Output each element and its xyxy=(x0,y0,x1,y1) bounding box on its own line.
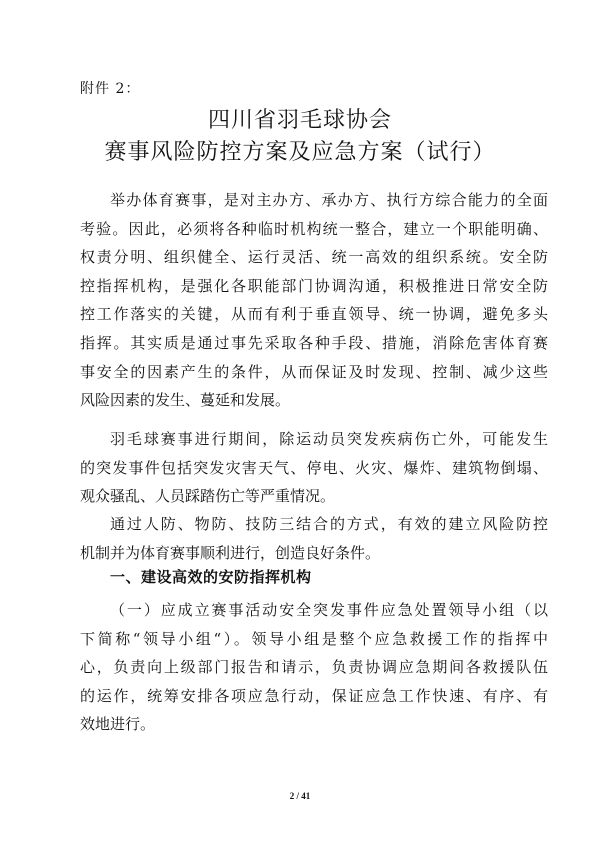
paragraph-line: 观众骚乱、人员踩踏伤亡等严重情况。 xyxy=(80,487,336,506)
paragraph-line: 羽毛球赛事进行期间，除运动员突发疾病伤亡外，可能发生 xyxy=(110,430,548,448)
document-title-line-1: 四川省羽毛球协会 xyxy=(207,108,392,133)
paragraph-line: 风险因素的发生、蔓延和发展。 xyxy=(80,391,291,410)
paragraph-line: 控指挥机构，是强化各职能部门协调沟通，积极推进日常安全防 xyxy=(80,276,548,295)
paragraph-emergencies xyxy=(80,425,548,511)
paragraph-prevention xyxy=(80,510,548,567)
paragraph-line: （一）应成立赛事活动安全突发事件应急处置领导小组（以 xyxy=(110,601,548,619)
paragraph-intro xyxy=(80,186,548,415)
paragraph-line: 举办体育赛事，是对主办方、承办方、执行方综合能力的全面 xyxy=(110,191,548,209)
paragraph-line: 的突发事件包括突发灾害天气、停电、火灾、爆炸、建筑物倒塌、 xyxy=(80,458,548,477)
paragraph-leadership-group xyxy=(80,596,548,739)
paragraph-line: 事安全的因素产生的条件，从而保证及时发现、控制、减少这些 xyxy=(80,362,548,381)
paragraph-line: 的运作，统筹安排各项应急行动，保证应急工作快速、有序、有 xyxy=(80,686,548,705)
paragraph-line: 控工作落实的关键，从而有利于垂直领导、统一协调，避免多头 xyxy=(80,305,548,324)
paragraph-line: 心，负责向上级部门报告和请示，负责协调应急期间各救援队伍 xyxy=(80,658,548,677)
paragraph-line: 考验。因此，必须将各种临时机构统一整合，建立一个职能明确、 xyxy=(80,219,548,238)
section-heading: 一、建设高效的安防指挥机构 xyxy=(110,568,312,586)
page-number: 2 / 41 xyxy=(289,791,311,801)
paragraph-line: 机制并为体育赛事顺利进行，创造良好条件。 xyxy=(80,543,381,562)
document-title-line-2: 赛事风险防控方案及应急方案（试行） xyxy=(104,140,496,165)
paragraph-line: 权责分明、组织健全、运行灵活、统一高效的组织系统。安全防 xyxy=(80,248,548,267)
paragraph-line: 下简称“领导小组“）。领导小组是整个应急救援工作的指挥中 xyxy=(80,629,548,648)
paragraph-line: 效地进行。 xyxy=(80,715,156,734)
paragraph-line: 通过人防、物防、技防三结合的方式，有效的建立风险防控 xyxy=(110,515,548,533)
attachment-label: 附件 2： xyxy=(80,81,141,97)
paragraph-line: 指挥。其实质是通过事先采取各种手段、措施，消除危害体育赛 xyxy=(80,333,548,352)
